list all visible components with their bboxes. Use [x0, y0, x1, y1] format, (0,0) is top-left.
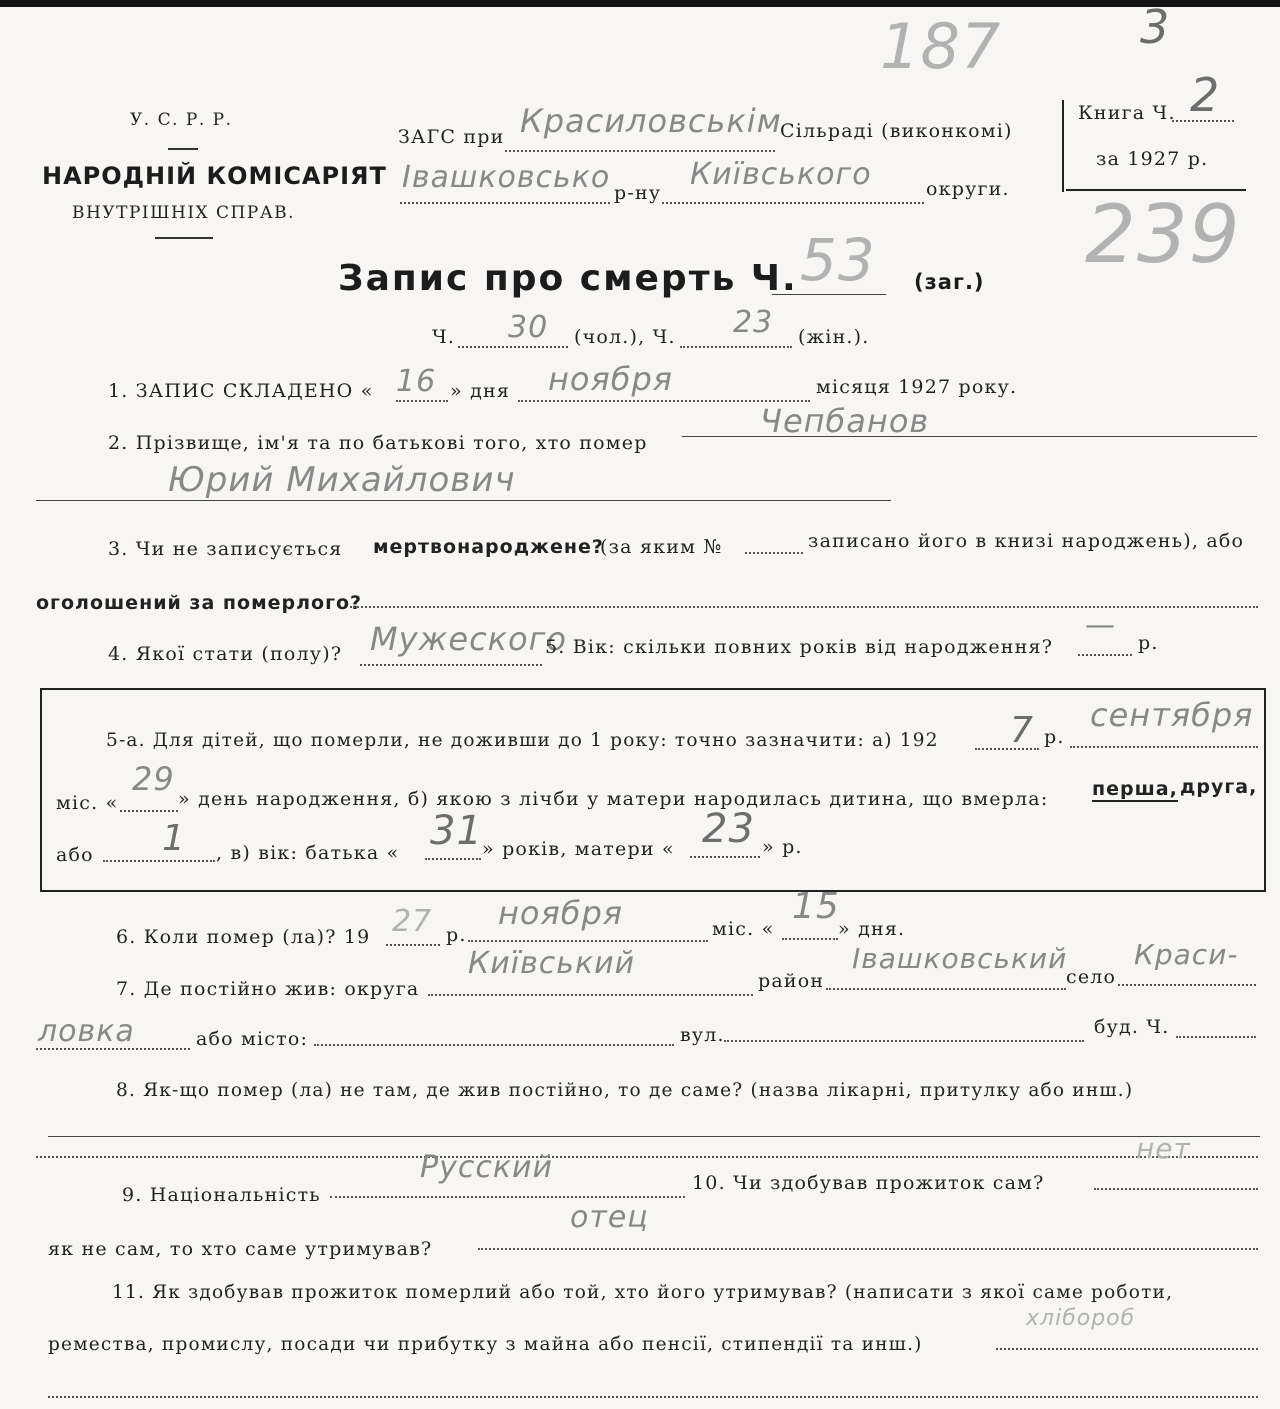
- book-box-left-border: [1062, 100, 1064, 192]
- field9-value: Русский: [420, 1150, 553, 1185]
- field7-house-line: [1176, 1036, 1256, 1038]
- field4-value-line: [360, 664, 542, 666]
- field3-stillborn: мертвонароджене?: [373, 536, 604, 558]
- field7-selo-a: Краси-: [1134, 938, 1239, 971]
- field5a-mis-label: міс. «: [56, 792, 119, 814]
- field5a-month-line: [1070, 746, 1258, 748]
- male-count-line: [458, 346, 568, 348]
- field7-selo-label: село: [1066, 966, 1117, 988]
- field3-text-a: 3. Чи не записується: [108, 538, 343, 560]
- field10-label: 10. Чи здобував прожиток сам?: [692, 1172, 1045, 1194]
- field1-mid: » дня: [450, 380, 511, 402]
- field7-street-line: [724, 1040, 1084, 1042]
- zags-district-line: [400, 202, 610, 204]
- field6-month-line: [468, 940, 708, 942]
- header-dash-bottom: [155, 237, 213, 239]
- field11-answer-line: [48, 1396, 1258, 1398]
- field11-value-line: [996, 1348, 1258, 1350]
- top-edge: [0, 0, 1280, 7]
- field5a-mother-label: » років, матери «: [482, 838, 675, 860]
- female-count-line: [680, 346, 792, 348]
- field6-day: 15: [792, 886, 840, 927]
- field7-rayon-label: район: [758, 970, 825, 992]
- field9-value-line: [330, 1196, 685, 1198]
- field7-selo-b-line: [36, 1048, 190, 1050]
- zags-district-label: р-ну: [614, 182, 662, 204]
- handwritten-page-mark: 3: [1140, 0, 1171, 54]
- male-label: (чол.), Ч.: [574, 326, 676, 348]
- book-number: 2: [1190, 68, 1221, 122]
- zags-council-line: [505, 150, 775, 152]
- republic-abbrev: У. С. Р. Р.: [130, 110, 233, 130]
- zags-okruh-label: округи.: [926, 178, 1010, 200]
- field2-names-line: [36, 500, 891, 501]
- field6-month: ноября: [498, 894, 624, 932]
- field3-number-line: [745, 552, 803, 554]
- female-count: 23: [733, 305, 774, 340]
- field7-okruh: Київський: [468, 946, 636, 981]
- field5a-second: друга,: [1180, 776, 1258, 798]
- field5a-father-age: 31: [430, 808, 483, 854]
- field7-rayon: Івашковський: [852, 942, 1068, 975]
- field5a-mother-line: [690, 856, 760, 858]
- field5a-day: 29: [132, 760, 175, 798]
- zags-okruh-line: [662, 202, 924, 204]
- handwritten-record-number: 239: [1085, 188, 1241, 281]
- field11-value: хлібороб: [1026, 1306, 1136, 1331]
- field10-who-line: [478, 1248, 1258, 1250]
- zags-council-value: Красиловськім: [520, 102, 782, 140]
- field11-line1: 11. Як здобував прожиток померлий або той, хто його утримував? (написати з якої саме роботи,: [112, 1282, 1174, 1303]
- field10-value: нет: [1136, 1132, 1191, 1165]
- handwritten-sheet-number: 187: [880, 10, 1002, 83]
- field5a-order-line: [103, 860, 215, 862]
- field4-value: Мужеского: [370, 620, 567, 658]
- field1-month: ноября: [548, 360, 674, 398]
- field5a-first: перша,: [1092, 778, 1178, 800]
- field5a-mother-age: 23: [702, 806, 755, 852]
- zags-district-value: Івашковсько: [402, 160, 611, 195]
- record-number: 53: [800, 226, 876, 294]
- field10-who-label: як не сам, то хто саме утримував?: [48, 1238, 433, 1260]
- field3-text-c: записано його в книзі народжень), або: [808, 530, 1245, 552]
- field7-selo-b: ловка: [38, 1014, 135, 1049]
- field3-text-b: (за яким №: [600, 536, 723, 558]
- field5a-day-line: [120, 810, 178, 812]
- record-number-line: [772, 294, 886, 295]
- field6-year-suffix: р.: [446, 924, 467, 946]
- field5-value-line: [1078, 654, 1132, 656]
- field6-day-line: [782, 938, 838, 940]
- field5a-mid: » день народження, б) якою з лічби у матери народилась дитина, що вмерла:: [178, 788, 1049, 810]
- field2-label: 2. Прізвище, ім'я та по батькові того, хто помер: [108, 432, 648, 454]
- zags-prefix: ЗАГС при: [398, 126, 505, 148]
- field7-street-label: вул.: [680, 1024, 725, 1046]
- female-label: (жін.).: [798, 326, 870, 348]
- field5a-order: 1: [162, 818, 186, 859]
- ch-label: Ч.: [432, 326, 456, 348]
- field7-label: 7. Де постійно жив: округа: [116, 978, 420, 1000]
- field6-year: 27: [392, 904, 433, 939]
- record-title: Запис про смерть Ч.: [338, 258, 798, 299]
- field7-city-label: або місто:: [196, 1028, 309, 1050]
- field10-value-line: [1094, 1188, 1258, 1190]
- field7-house-label: буд. Ч.: [1094, 1016, 1170, 1038]
- field1-day-line: [396, 400, 448, 402]
- field5a-or-label: або: [56, 844, 94, 866]
- field5a-father-line: [425, 858, 481, 860]
- field5a-month: сентября: [1090, 696, 1254, 734]
- field5a-year-suffix: р.: [1044, 726, 1065, 748]
- book-label: Книга Ч.: [1078, 102, 1176, 124]
- field1-label: 1. ЗАПИС СКЛАДЕНО «: [108, 380, 374, 402]
- field5a-father-label: , в) вік: батька «: [216, 842, 400, 864]
- field7-selo-line: [1118, 984, 1256, 986]
- field1-day: 16: [396, 364, 437, 399]
- field2-surname: Чепбанов: [760, 402, 930, 440]
- field4-label: 4. Якої стати (полу)?: [108, 643, 343, 665]
- field5a-intro: 5-а. Для дітей, що померли, не доживши до 1 року: точно зазначити: а) 192: [106, 730, 939, 751]
- field5a-end: » р.: [762, 836, 803, 858]
- book-box-bottom-border: [1066, 189, 1246, 191]
- field8-answer-line: [48, 1136, 1260, 1137]
- field5-value: —: [1085, 608, 1116, 643]
- record-suffix: (заг.): [914, 270, 985, 294]
- field10-who-value: отец: [570, 1200, 649, 1235]
- book-year: за 1927 р.: [1096, 148, 1209, 170]
- field9-label: 9. Національність: [122, 1184, 321, 1206]
- male-count: 30: [508, 310, 549, 345]
- field5a-year-digit: 7: [1010, 710, 1034, 751]
- field11-line2: ремества, промислу, посади чи прибутку з майна або пенсії, стипендії та инш.): [48, 1334, 923, 1355]
- field6-year-line: [386, 944, 440, 946]
- field5-suffix: р.: [1138, 632, 1159, 654]
- field6-label: 6. Коли помер (ла)? 19: [116, 926, 371, 948]
- field8-answer-line-2: [36, 1156, 1258, 1158]
- field7-rayon-line: [826, 988, 1066, 990]
- field7-okruh-line: [428, 994, 753, 996]
- field8-label: 8. Як-що помер (ла) не там, де жив постійно, то де саме? (назва лікарні, притулку або инш.): [116, 1080, 1134, 1101]
- field1-suffix: місяця 1927 року.: [816, 376, 1018, 398]
- commissariat-title: НАРОДНІЙ КОМІСАРІЯТ: [42, 162, 387, 190]
- field7-city-line: [314, 1044, 674, 1046]
- field6-end: » дня.: [838, 918, 906, 940]
- zags-okruh-value: Київського: [690, 157, 872, 192]
- header-dash: [168, 148, 198, 150]
- field3-declared-dead: оголошений за померлого?: [36, 592, 363, 614]
- field3-answer-line: [350, 606, 1258, 608]
- field2-names: Юрий Михайлович: [168, 460, 516, 500]
- zags-council-suffix: Сільраді (виконкомі): [780, 120, 1013, 142]
- field6-mis: міс. «: [712, 918, 775, 940]
- field5-label: 5. Вік: скільки повних років від народження?: [545, 636, 1054, 658]
- department-title: ВНУТРІШНІХ СПРАВ.: [72, 203, 296, 223]
